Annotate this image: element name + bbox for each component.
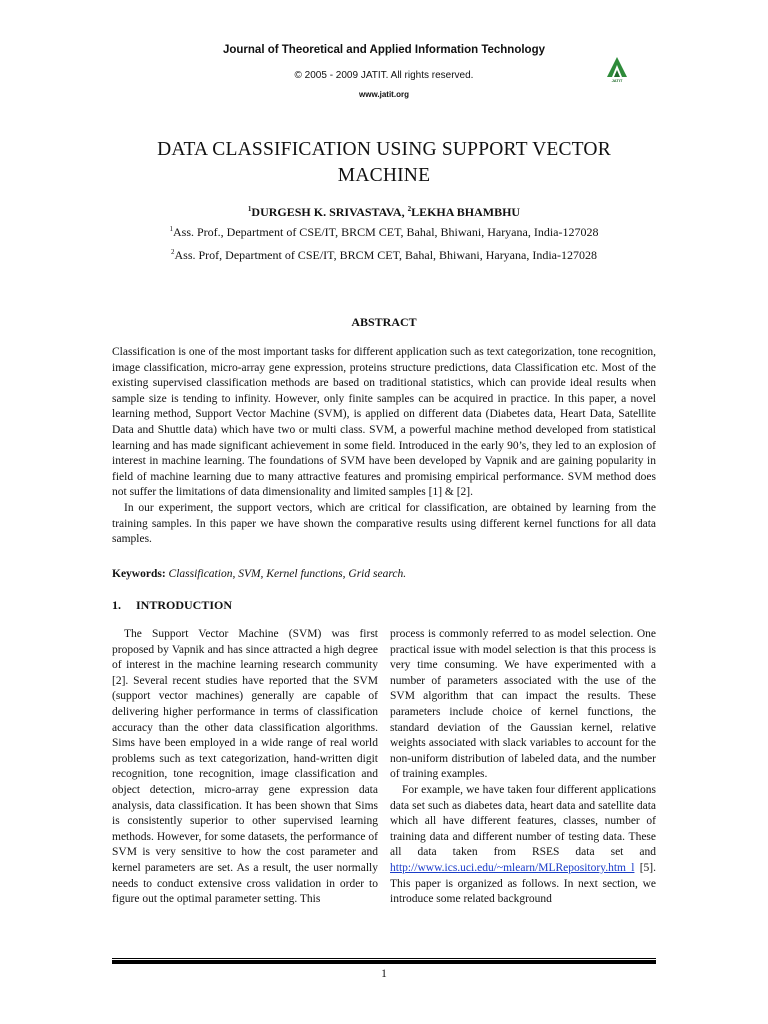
affiliation-2-text: Ass. Prof, Department of CSE/IT, BRCM CET, Bahal, Bhiwani, Haryana, India-127028 bbox=[174, 248, 597, 262]
left-column bbox=[112, 627, 378, 908]
author2-superscript: 2 bbox=[407, 205, 412, 213]
affiliation-1 bbox=[0, 225, 768, 240]
affiliation-1-superscript: 1 bbox=[169, 225, 173, 233]
page-number: 1 bbox=[381, 968, 387, 980]
paragraph-text: For example, we have taken four different applications data set such as diabetes data, heart data and satellite data which all have different features, classes, number of training data and different number of testing data. These all data taken from RSES data set and bbox=[390, 783, 656, 859]
right-column bbox=[390, 627, 656, 908]
abstract-paragraph: In our experiment, the support vectors, which are critical for classification, are obtained by learning from the training samples. In this paper we have shown the comparative results using different kernel functions for all data samples. bbox=[112, 501, 656, 546]
body-paragraph: process is commonly referred to as model selection. One practical issue with model selection is that this process is very time consuming. We have experimented with a number of parameters associated with the use of the SVM algorithm that can impact the results. These parameters include choice of kernel functions, the standard deviation of the Gaussian kernel, relative weights associated with slack variables to account for the non-uniform distribution of labeled data, and the number of training examples. bbox=[390, 628, 656, 781]
footer-divider bbox=[112, 960, 656, 964]
keywords-list: Classification, SVM, Kernel functions, Grid search. bbox=[168, 568, 407, 580]
abstract-heading: ABSTRACT bbox=[351, 315, 417, 329]
abstract-paragraph: Classification is one of the most important tasks for different application such as text categorization, tone recognition, image classification, micro-array gene expression, proteins structure predictions, data Classification etc. Most of the existing supervised classification methods are based on traditional statistics, which can provide ideal results when sample size is tending to infinity. However, only finite samples can be acquired in practice. In this paper, a novel learning method, Support Vector Machine (SVM), is applied on different data (Diabetes data, Heart Data, Satellite Data and Shuttle data) which have two or multi class. SVM, a powerful machine method developed from statistical learning and has made significant achievement in some field. Introduced in the early 90’s, they led to an explosion of interest in machine learning. The foundations of SVM have been developed by Vapnik and are gaining popularity in field of machine learning due to many attractive features and promising empirical performance. SVM method does not suffer the limitations of data dimensionality and limited samples [1] & [2]. bbox=[112, 346, 656, 499]
abstract-body bbox=[112, 345, 656, 548]
affiliation-1-text: Ass. Prof., Department of CSE/IT, BRCM CET, Bahal, Bhiwani, Haryana, India-127028 bbox=[173, 225, 599, 239]
affiliation-2 bbox=[0, 248, 768, 263]
author1-superscript: 1 bbox=[247, 205, 252, 213]
affiliation-2-superscript: 2 bbox=[171, 248, 175, 256]
journal-name: Journal of Theoretical and Applied Information Technology bbox=[222, 44, 546, 56]
section-heading-introduction bbox=[112, 598, 232, 613]
author-line bbox=[0, 205, 768, 220]
keywords-line bbox=[112, 568, 656, 580]
body-paragraph bbox=[390, 783, 656, 908]
body-paragraph: The Support Vector Machine (SVM) was first proposed by Vapnik and has since attracted a high degree of interest in the machine learning research community [2]. Several recent studies have reported that the SVM (support vector machines) generally are capable of delivering higher performance in terms of classification accuracy than the other data classification algorithms. Sims have been employed in a wide range of real world problems such as text categorization, hand-written digit recognition, tone recognition, image classification and object detection, micro-array gene expression data analysis, data classification. It has been shown that Sims is consistently superior to other supervised learning methods. However, for some datasets, the performance of SVM is very sensitive to how the cost parameter and kernel parameters are set. As a result, the user normally needs to conduct extensive cross validation in order to figure out the optimal parameter setting. This bbox=[112, 628, 378, 906]
author1-name: DURGESH K. SRIVASTAVA, bbox=[251, 205, 408, 219]
footer-divider-thin bbox=[112, 958, 656, 959]
uci-repository-link[interactable]: http://www.ics.uci.edu/~mlearn/MLRepository.htm l bbox=[390, 861, 635, 874]
section-number: 1. bbox=[112, 598, 121, 612]
author2-name: LEKHA BHAMBHU bbox=[411, 205, 521, 219]
section-title: INTRODUCTION bbox=[136, 598, 233, 612]
journal-url[interactable]: www.jatit.org bbox=[359, 90, 409, 99]
paragraph-text: [5]. This paper is organized as follows. In next section, we introduce some related background bbox=[390, 861, 656, 906]
jatit-logo-icon bbox=[605, 55, 629, 79]
keywords-label: Keywords: bbox=[112, 568, 166, 580]
logo-text: JATIT bbox=[611, 78, 623, 83]
paper-title: DATA CLASSIFICATION USING SUPPORT VECTOR MACHINE bbox=[157, 139, 611, 186]
copyright-notice: © 2005 - 2009 JATIT. All rights reserved. bbox=[294, 70, 474, 81]
